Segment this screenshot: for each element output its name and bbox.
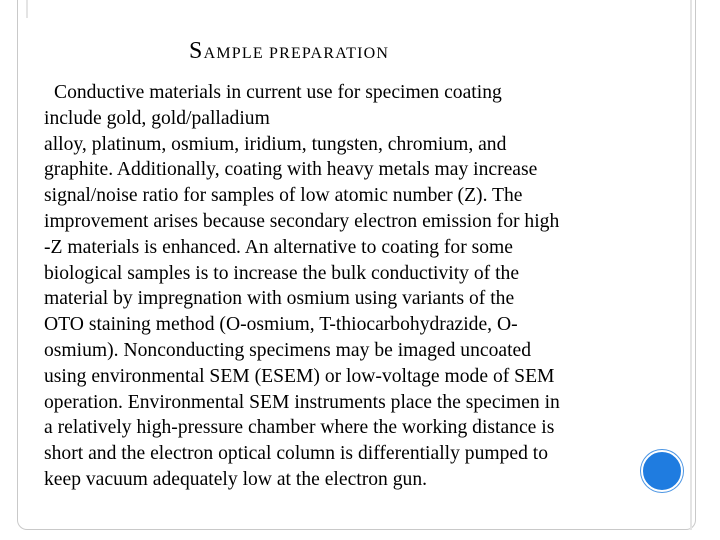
body-line: osmium). Nonconducting specimens may be imaged uncoated <box>44 339 532 361</box>
body-line: operation. Environmental SEM instruments place the specimen in <box>44 391 560 413</box>
slide-title-rest: AMPLE PREPARATION <box>203 45 390 62</box>
body-line: graphite. Additionally, coating with heavy metals may increase <box>44 159 538 181</box>
frame-accent-line-right <box>690 0 692 530</box>
body-line: short and the electron optical column is differentially pumped to <box>44 443 549 465</box>
body-line: -Z materials is enhanced. An alternative to coating for some <box>44 236 513 258</box>
frame-accent-line-left <box>26 0 28 18</box>
body-line: using environmental SEM (ESEM) or low-voltage mode of SEM <box>44 365 555 387</box>
body-line: OTO staining method (O-osmium, T-thiocarbohydrazide, O- <box>44 314 518 336</box>
body-line: alloy, platinum, osmium, iridium, tungsten, chromium, and <box>44 133 507 155</box>
slide-title <box>189 38 389 65</box>
accent-circle-decoration <box>641 450 683 492</box>
slide-title-initial: S <box>189 38 204 64</box>
body-line: signal/noise ratio for samples of low atomic number (Z). The <box>44 185 523 207</box>
body-line: improvement arises because secondary electron emission for high <box>44 210 560 232</box>
body-line: a relatively high-pressure chamber where the working distance is <box>44 417 555 439</box>
body-line: keep vacuum adequately low at the electron gun. <box>44 468 428 490</box>
body-line: Conductive materials in current use for specimen coating <box>54 82 502 103</box>
body-line: material by impregnation with osmium using variants of the <box>44 288 515 310</box>
body-line: biological samples is to increase the bulk conductivity of the <box>44 262 520 284</box>
body-line: include gold, gold/palladium <box>44 107 270 129</box>
slide-body <box>44 80 684 493</box>
